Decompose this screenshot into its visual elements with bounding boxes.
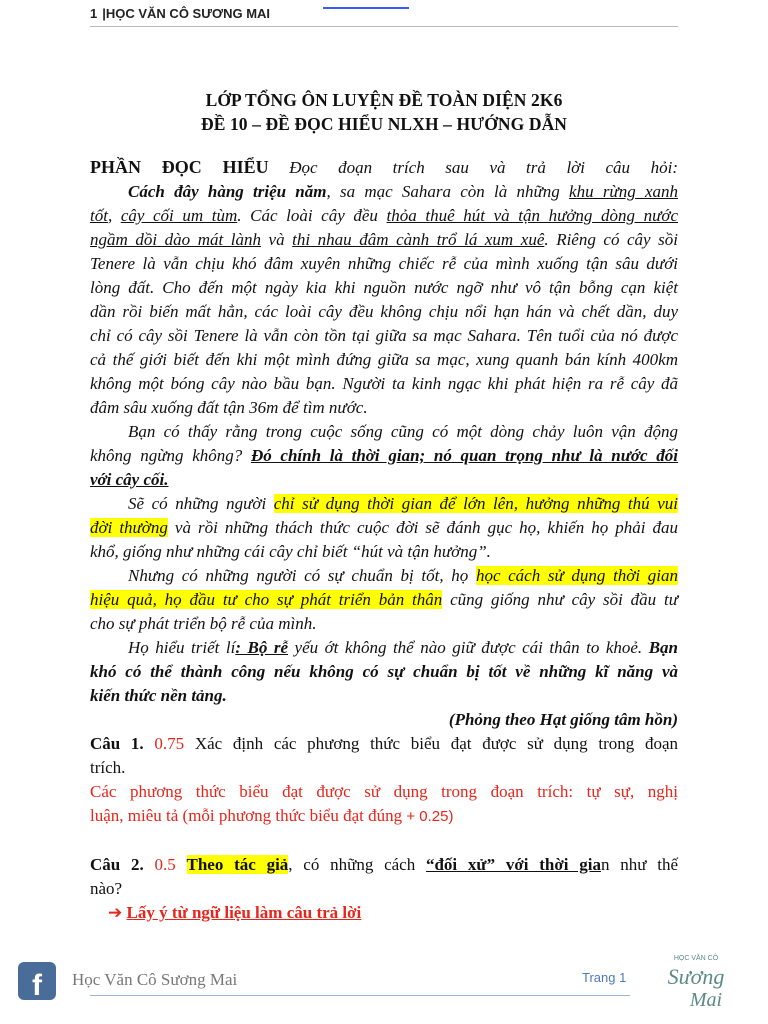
para3-line: khổ, giống như những cái cây chỉ biết “hút và tận hưởng”. [90, 542, 491, 561]
facebook-letter: f [32, 969, 42, 1000]
para1-line: cả thế giới biết đến khi một mình đứng giữa sa mạc, xung quanh bán kính 400km [90, 350, 678, 369]
para3-text: và rồi những thách thức cuộc đời sẽ đánh gục họ, khiến họ phải đau [167, 518, 678, 537]
para3-text: Sẽ có những người [128, 494, 274, 513]
para3-highlight: đời thường [90, 518, 168, 537]
para1-line [90, 228, 678, 252]
para1-text: , sa mạc Sahara còn là những [326, 182, 570, 201]
hint-text: Lấy ý từ ngữ liệu làm câu trả lời [126, 903, 362, 922]
para1-line: dần rồi biến mất hẳn, các loài cây đều không chịu nổi hạn hán và chết dần, duy [90, 302, 678, 321]
question1-line: trích. [90, 758, 126, 777]
para1-line: Tenere là vẫn chịu khó đâm xuyên những chiếc rễ của mình xuống tận sâu dưới [90, 254, 678, 273]
para5-line [90, 660, 678, 684]
para1-text: . Riêng có cây sồi [544, 230, 679, 249]
para2-line: Bạn có thấy rằng trong cuộc sống cũng có một dòng chảy luôn vận động [128, 422, 678, 441]
para1-line: chỉ có cây sồi Tenere là vẫn còn tồn tại giữa sa mạc Sahara. Tên tuổi của nó được [90, 326, 678, 345]
para1-underline: tốt [90, 206, 108, 225]
header-accent-line [323, 7, 409, 9]
facebook-icon[interactable] [18, 962, 56, 1000]
para1-underline: cây cối um tùm [120, 206, 238, 225]
question2-line: nào? [90, 879, 123, 898]
para1-line [90, 180, 678, 204]
para5-line [90, 636, 678, 660]
footer-page-number: Trang 1 [582, 970, 627, 985]
para5-bold: Bạn [648, 638, 678, 657]
intro-line [90, 155, 678, 180]
para1-line [90, 204, 678, 228]
question1-points: 0.75 [143, 734, 185, 753]
spacer [90, 829, 678, 853]
question2-text: n như thế [601, 855, 678, 874]
answer1-points: + 0.25) [406, 808, 454, 825]
para1-underline: thi nhau đâm cành trổ lá xum xuê [292, 230, 545, 249]
para1-line: lòng đất. Cho đến một ngày kia khi nguồn nước ngỡ như vô tận bỗng cạn kiệt [90, 278, 678, 297]
question1-line [90, 732, 678, 756]
para1-text: và [260, 230, 293, 249]
logo-main-text-2: Mai [689, 989, 723, 1011]
answer1-line: Các phương thức biểu đạt được sử dụng trong đoạn trích: tự sự, nghị [90, 782, 678, 801]
question2-label: Câu 2. [90, 855, 144, 874]
answer1-line [90, 804, 678, 829]
source-line [90, 708, 678, 732]
question2-highlight: Theo tác giả [186, 855, 289, 874]
para1-line: đâm sâu xuống đất tận 36m để tìm nước. [90, 398, 368, 417]
para1-text: , [107, 206, 121, 225]
para4-highlight: hiệu quả, họ đầu tư cho sự phát triển bản thân [90, 590, 443, 609]
para3-line [90, 492, 678, 516]
para2-line [90, 468, 678, 492]
para3-line [90, 516, 678, 540]
page-header [90, 0, 678, 27]
question1-text: Xác định các phương thức biểu đạt được sử dụng trong đoạn [184, 734, 678, 753]
para2-emphasis: Đó chính là thời gian; nó quan trọng như là nước đối [250, 446, 678, 465]
document-title-line2: ĐỀ 10 – ĐỀ ĐỌC HIỂU NLXH – HƯỚNG DẪN [200, 114, 568, 134]
header-page-number: 1 [90, 5, 98, 21]
para5-bold: khó có thể thành công nếu không có sự chuẩn bị tốt về những kĩ năng và [90, 662, 678, 681]
question2-line [90, 853, 678, 877]
header-running-title: |HỌC VĂN CÔ SƯƠNG MAI [102, 5, 271, 21]
para1-line: không một bóng cây nào bầu bạn. Người ta kinh ngạc khi phát hiện ra rễ cây đã [90, 374, 678, 393]
para1-text: . Các loài cây đều [237, 206, 387, 225]
para1-underline: khu rừng xanh [569, 182, 678, 201]
para5-text: Họ hiểu triết lí [128, 638, 236, 657]
para2-emphasis: với cây cối. [90, 470, 169, 489]
logo-small-text: HỌC VĂN CÔ [673, 955, 719, 962]
para4-line [90, 564, 678, 588]
para4-text: Nhưng có những người có sự chuẩn bị tốt, họ [128, 566, 476, 585]
question2-points: 0.5 [143, 855, 187, 874]
para5-text: yếu ớt không thể nào giữ được cái thân to khoẻ. [288, 638, 649, 657]
question1-label: Câu 1. [90, 734, 144, 753]
para2-text: không ngừng không? [90, 446, 251, 465]
document-title-line1: LỚP TỔNG ÔN LUYỆN ĐỀ TOÀN DIỆN 2K6 [205, 90, 563, 110]
para4-text: cũng giống như cây sồi đầu tư [442, 590, 678, 609]
para5-bold-underline: : Bộ rễ [235, 638, 289, 657]
para2-line [90, 444, 678, 468]
para5-line [90, 684, 678, 708]
para4-line: cho sự phát triển bộ rễ của mình. [90, 614, 317, 633]
para5-bold: kiến thức nền tảng. [90, 686, 227, 705]
para1-bold-opening: Cách đây hàng triệu năm [128, 182, 327, 201]
brand-logo [656, 948, 736, 1012]
instruction-text: Đọc đoạn trích sau và trả lời câu hỏi: [289, 158, 678, 177]
footer-page-name[interactable]: Học Văn Cô Sương Mai [72, 970, 238, 989]
arrow-icon: ➔ [108, 903, 123, 922]
reading-section [90, 155, 678, 925]
section-heading: PHẦN ĐỌC HIỂU [90, 157, 269, 177]
para3-highlight: chỉ sử dụng thời gian để lớn lên, hưởng những thú vui [273, 494, 678, 513]
para4-line [90, 588, 678, 612]
answer1-text: luận, miêu tả (mỗi phương thức biểu đạt đúng [90, 806, 407, 825]
para4-highlight: học cách sử dụng thời gian [475, 566, 678, 585]
footer-rule [90, 995, 630, 996]
logo-main-text-1: Sương [667, 964, 725, 989]
para1-underline: thỏa thuê hút và tận hưởng dòng nước [386, 206, 679, 225]
question2-emphasis: “đối xử” với thời gia [425, 855, 601, 874]
hint-line [90, 901, 678, 925]
para1-underline: ngầm dồi dào mát lành [90, 230, 261, 249]
source-citation: (Phỏng theo Hạt giống tâm hồn) [448, 710, 678, 729]
question2-text: , có những cách [288, 855, 426, 874]
